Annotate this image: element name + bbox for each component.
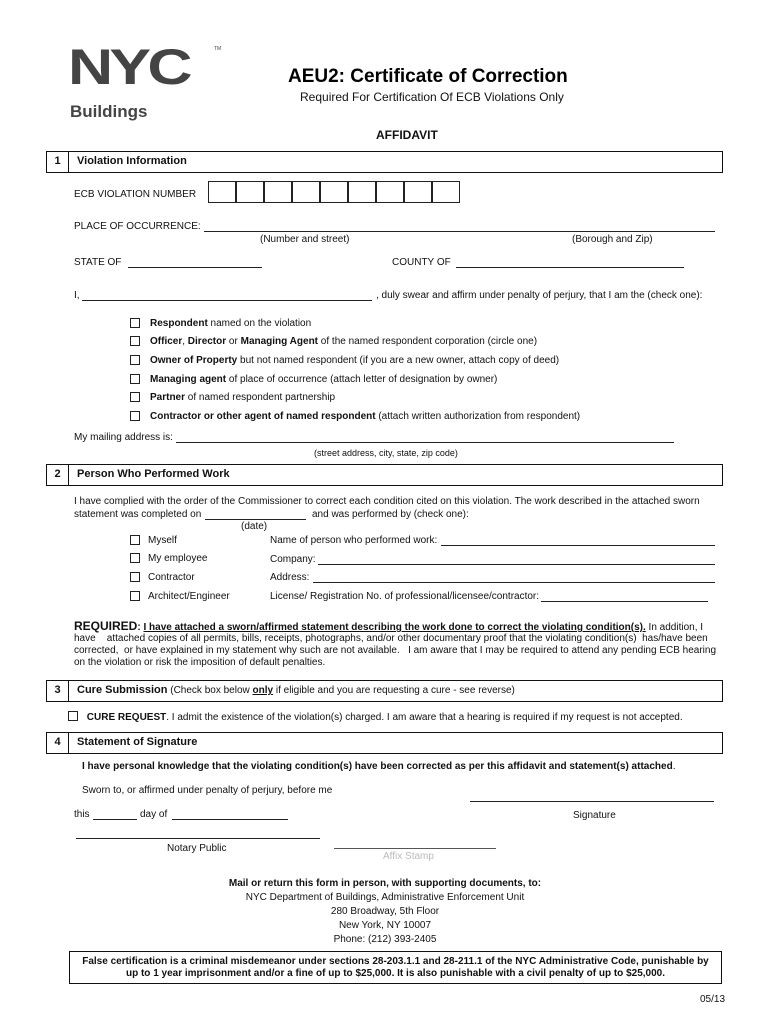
company-field[interactable] <box>318 554 715 565</box>
cure-bold: CURE REQUEST <box>86 712 167 723</box>
section-title: Violation Information <box>77 155 187 167</box>
checkbox[interactable] <box>130 355 140 365</box>
ecb-digit-box[interactable] <box>264 181 292 203</box>
performer-label: My employee <box>148 553 208 564</box>
performer-name-field[interactable] <box>441 535 715 546</box>
option-bold: Respondent <box>150 318 208 329</box>
swear-text: , duly swear and affirm under penalty of perjury, that I am the (check one): <box>376 290 703 301</box>
performer-label: Architect/Engineer <box>148 591 230 602</box>
checkbox[interactable] <box>130 336 140 346</box>
completed-label: statement was completed on <box>74 509 202 520</box>
knowledge-end: . <box>672 761 676 772</box>
section-2-header <box>46 464 723 486</box>
checkbox[interactable] <box>130 392 140 402</box>
required-label: REQUIRED <box>74 619 138 633</box>
option-bold: Managing agent <box>150 374 227 385</box>
signature-line[interactable] <box>470 791 714 802</box>
county-field[interactable] <box>456 257 684 268</box>
ecb-digit-box[interactable] <box>404 181 432 203</box>
address-field[interactable] <box>313 572 715 583</box>
logo-buildings-text: Buildings <box>70 102 148 121</box>
section-title: Statement of Signature <box>77 736 198 748</box>
performer-label: Myself <box>148 535 177 546</box>
required-statement <box>74 619 703 633</box>
option-text: of named respondent partnership <box>185 392 336 403</box>
option-text: of the named respondent corporation (circle one) <box>318 336 538 347</box>
day-field[interactable] <box>93 809 137 820</box>
license-label: License/ Registration No. of professional/licensee/contractor: <box>270 591 540 602</box>
warning-line-2: up to 1 year imprisonment and/or a fine of up to $25,000. It is also punishable with a civil penalty of up to $25,000. <box>125 968 665 979</box>
place-field[interactable] <box>204 221 715 232</box>
checkbox[interactable] <box>130 318 140 328</box>
mailing-field[interactable] <box>176 432 674 443</box>
required-line-2: have attached copies of all permits, bills, receipts, photographs, and/or other documentary proof that the violating condition(s) has/have been <box>74 633 708 644</box>
required-rest-text: In addition, I <box>645 622 704 633</box>
mailing-hint: (street address, city, state, zip code) <box>314 448 458 458</box>
mail-line: NYC Department of Buildings, Administrative Enforcement Unit <box>245 892 525 903</box>
ecb-digit-box[interactable] <box>432 181 460 203</box>
date-hint: (date) <box>241 521 268 532</box>
ecb-digit-box[interactable] <box>236 181 264 203</box>
mail-line: 280 Broadway, 5th Floor <box>330 906 440 917</box>
option-bold: Partner <box>150 392 186 403</box>
company-label: Company: <box>270 554 316 565</box>
section-1-header <box>46 151 723 173</box>
ecb-digit-box[interactable] <box>320 181 348 203</box>
ecb-digit-box[interactable] <box>292 181 320 203</box>
option-bold: Director <box>187 336 227 347</box>
option-text: , <box>182 336 188 347</box>
page-subtitle: Required For Certification Of ECB Violations Only <box>300 90 564 104</box>
signature-label: Signature <box>573 810 616 821</box>
checkbox[interactable] <box>130 553 140 563</box>
required-bold-text: I have attached a sworn/affirmed statement describing the work done to correct the violating condition(s). <box>143 622 646 633</box>
notary-line[interactable] <box>76 838 320 839</box>
section-number: 3 <box>47 681 69 701</box>
warning-line-1: False certification is a criminal misdemeanor under sections 28-203.1.1 and 28-211.1 of the NYC Administrative Code, punishable by <box>82 956 709 967</box>
state-label: STATE OF <box>74 257 122 268</box>
knowledge-statement <box>82 761 675 772</box>
place-label: PLACE OF OCCURRENCE: <box>74 221 201 232</box>
address-label: Address: <box>270 572 310 583</box>
performer-label: Contractor <box>148 572 195 583</box>
mail-heading: Mail or return this form in person, with supporting documents, to: <box>228 878 542 889</box>
section-4-header <box>46 732 723 754</box>
section-title-text: Cure Submission <box>77 684 168 696</box>
performed-by-label: and was performed by (check one): <box>312 509 469 520</box>
affix-stamp-label: Affix Stamp <box>383 851 434 862</box>
cure-checkbox[interactable] <box>68 711 78 721</box>
section-number: 1 <box>47 152 69 172</box>
checkbox[interactable] <box>130 535 140 545</box>
required-colon: : <box>137 622 141 633</box>
checkbox[interactable] <box>130 591 140 601</box>
checkbox[interactable] <box>130 411 140 421</box>
section-note-only: only <box>252 685 274 696</box>
cure-request-option[interactable] <box>68 711 683 723</box>
number-street-hint: (Number and street) <box>260 234 350 245</box>
mail-line: New York, NY 10007 <box>338 920 432 931</box>
logo-nyc-text: NYC <box>68 39 189 95</box>
mail-line: Phone: (212) 393-2405 <box>333 934 437 945</box>
month-field[interactable] <box>172 809 288 820</box>
false-certification-warning <box>69 951 722 984</box>
option-bold: Managing Agent <box>240 336 319 347</box>
performer-name-label: Name of person who performed work: <box>270 535 438 546</box>
cure-text: . I admit the existence of the violation(s) charged. I am aware that a hearing is required if my request is not accepted. <box>166 712 683 723</box>
ecb-label: ECB VIOLATION NUMBER <box>74 189 197 200</box>
section-note-b: if eligible and you are requesting a cure - see reverse) <box>273 685 515 696</box>
required-line-4: on the violation or risk the imposition of default penalties. <box>74 657 326 668</box>
i-label: I, <box>74 290 80 301</box>
option-bold: Contractor or other agent of named respondent <box>150 411 376 422</box>
state-field[interactable] <box>128 257 262 268</box>
affidavit-heading: AFFIDAVIT <box>376 128 438 142</box>
option-bold: Owner of Property <box>150 355 238 366</box>
option-text: (attach written authorization from respondent) <box>375 411 581 422</box>
license-field[interactable] <box>541 591 708 602</box>
option-text: of place of occurrence (attach letter of designation by owner) <box>226 374 498 385</box>
section-note-a: (Check box below <box>167 685 253 696</box>
county-label: COUNTY OF <box>392 257 451 268</box>
option-text: but not named respondent (if you are a new owner, attach copy of deed) <box>237 355 560 366</box>
ecb-digit-box[interactable] <box>348 181 376 203</box>
stamp-line <box>334 848 496 849</box>
sworn-text: Sworn to, or affirmed under penalty of perjury, before me <box>82 785 333 796</box>
knowledge-text: I have personal knowledge that the violating condition(s) have been corrected as per this affidavit and statement(s) attached <box>82 761 673 772</box>
notary-label: Notary Public <box>167 843 227 854</box>
option-bold: Officer <box>150 336 183 347</box>
section-title: Person Who Performed Work <box>77 468 230 480</box>
page-title: AEU2: Certificate of Correction <box>288 66 568 87</box>
ecb-digit-box[interactable] <box>208 181 236 203</box>
form-version: 05/13 <box>700 994 726 1005</box>
logo-tm: TM <box>214 46 222 52</box>
checkbox[interactable] <box>130 572 140 582</box>
section-number: 4 <box>47 733 69 753</box>
checkbox[interactable] <box>130 374 140 384</box>
day-of-label: day of <box>140 809 168 820</box>
option-text: named on the violation <box>207 318 312 329</box>
completed-date-field[interactable] <box>205 509 306 520</box>
option-text: or <box>226 336 241 347</box>
section-title <box>77 681 515 700</box>
compliance-text: I have complied with the order of the Commissioner to correct each condition cited on this violation. The work described in the attached sworn <box>74 496 700 507</box>
section-number: 2 <box>47 465 69 485</box>
name-field[interactable] <box>82 290 372 301</box>
this-label: this <box>74 809 90 820</box>
ecb-digit-box[interactable] <box>376 181 404 203</box>
nyc-buildings-logo <box>68 39 228 124</box>
mailing-label: My mailing address is: <box>74 432 173 443</box>
section-3-header <box>46 680 723 702</box>
required-line-3: corrected, or have explained in my statement why such are not available. I am aware that I may be required to attend any pending ECB hearing <box>74 645 717 656</box>
borough-zip-hint: (Borough and Zip) <box>572 234 653 245</box>
